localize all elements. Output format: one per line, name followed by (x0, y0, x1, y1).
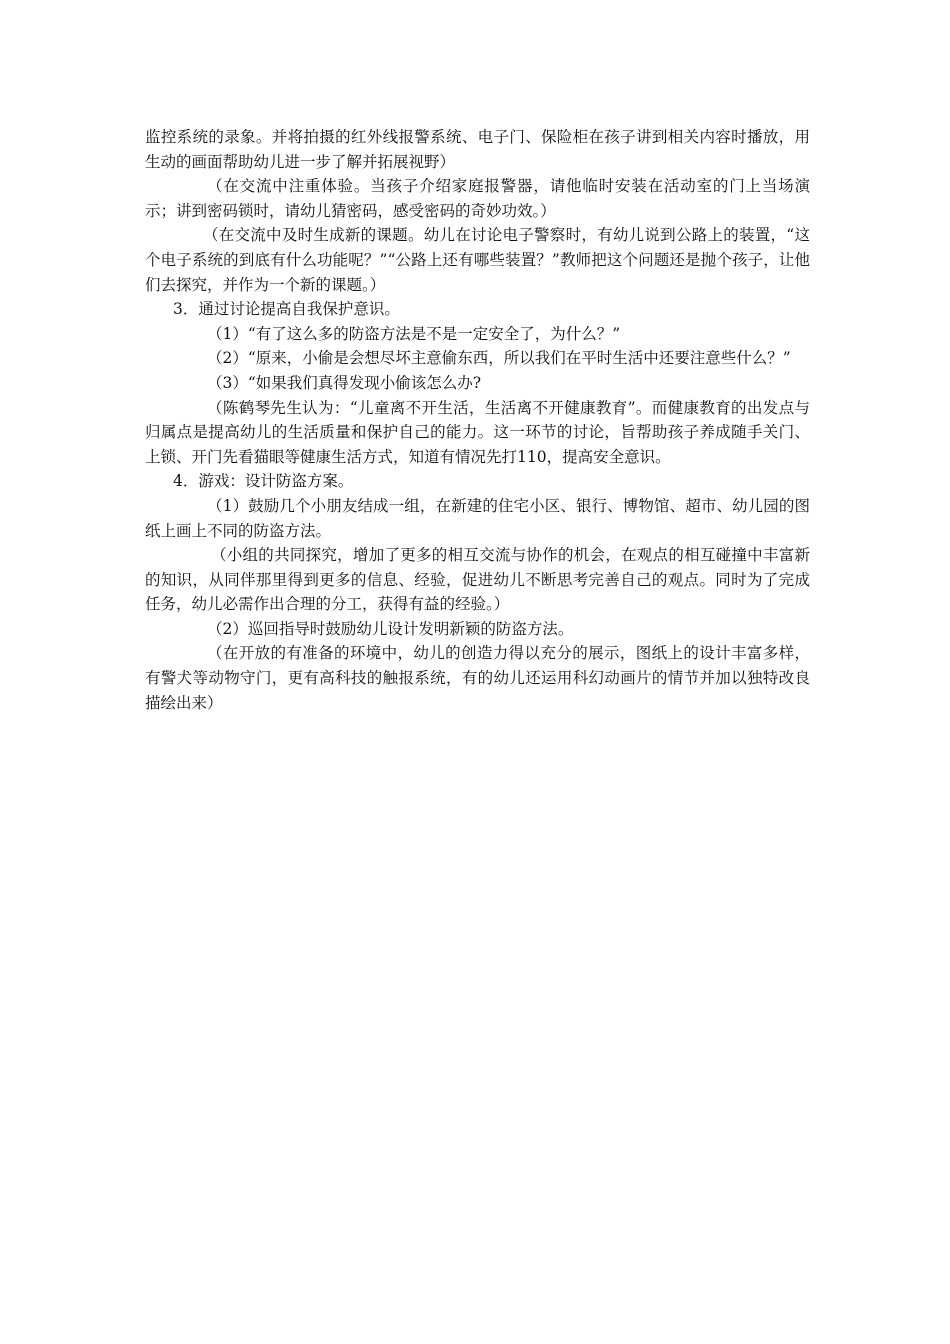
game-step-2: （2）巡回指导时鼓励幼儿设计发明新颖的防盗方法。 (207, 619, 574, 638)
paragraph-surveillance-recording: 监控系统的录象。并将拍摄的红外线报警系统、电子门、保险柜在孩子讲到相关内容时播放，用生动的画面帮助幼儿进一步了解并拓展视野） (145, 128, 810, 171)
paragraph-creativity-note: （在开放的有准备的环境中，幼儿的创造力得以充分的展示，图纸上的设计丰富多样，有警犬等动物守门，更有高科技的触报系统，有的幼儿还运用科幻动画片的情节并加以独特改良描绘出来） (145, 644, 810, 712)
heading-step-3: 3．通过讨论提高自我保护意识。 (173, 300, 400, 319)
paragraph-new-topic-note: （在交流中及时生成新的课题。幼儿在讨论电子警察时，有幼儿说到公路上的装置，“这个电子系统的到底有什么功能呢？”“公路上还有哪些装置？”教师把这个问题还是抛个孩子，让他们去探究，并作为一个新的课题。） (145, 226, 810, 294)
question-2: （2）“原来，小偷是会想尽坏主意偷东西，所以我们在平时生活中还要注意些什么？” (207, 349, 791, 368)
game-step-1: （1）鼓励几个小朋友结成一组，在新建的住宅小区、银行、博物馆、超市、幼儿园的图纸上画上不同的防盗方法。 (145, 496, 810, 540)
question-3: （3）“如果我们真得发现小偷该怎么办? (207, 373, 482, 392)
paragraph-experience-note: （在交流中注重体验。当孩子介绍家庭报警器，请他临时安装在活动室的门上当场演示；讲到密码锁时，请幼儿猜密码，感受密码的奇妙功效。） (145, 177, 810, 220)
document-body (145, 125, 810, 715)
question-1: （1）“有了这么多的防盗方法是不是一定安全了，为什么？” (207, 324, 621, 343)
heading-step-4: 4．游戏：设计防盗方案。 (173, 472, 354, 491)
paragraph-group-exploration-note: （小组的共同探究，增加了更多的相互交流与协作的机会，在观点的相互碰撞中丰富新的知识，从同伴那里得到更多的信息、经验，促进幼儿不断思考完善自己的观点。同时为了完成任务，幼儿必需作出合理的分工，获得有益的经验。） (145, 546, 810, 614)
paragraph-chen-heqin-note: （陈鹤琴先生认为：“儿童离不开生活，生活离不开健康教育”。而健康教育的出发点与归属点是提高幼儿的生活质量和保护自己的能力。这一环节的讨论，旨帮助孩子养成随手关门、上锁、开门先看猫眼等健康生活方式，知道有情况先打110，提高安全意识。 (145, 398, 810, 466)
